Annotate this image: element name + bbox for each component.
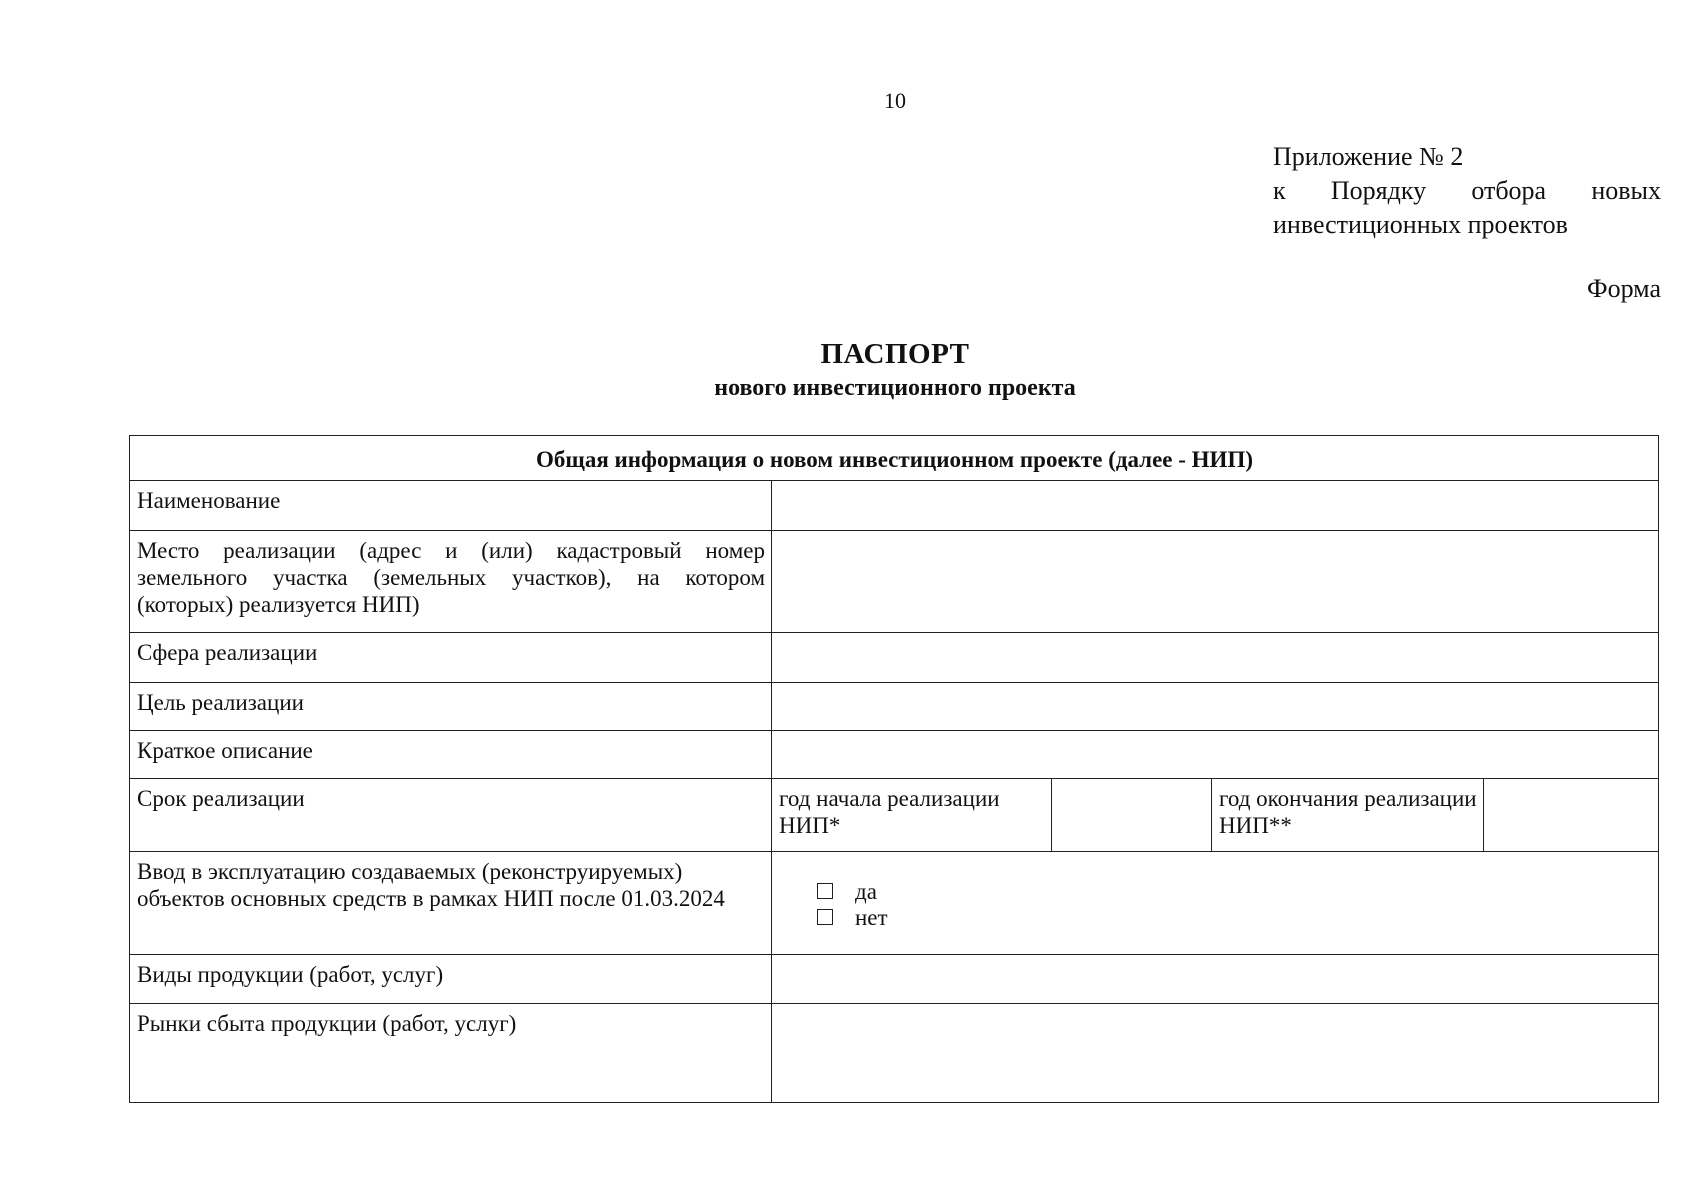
checkbox-no[interactable] — [817, 909, 833, 925]
appendix-word: новых — [1591, 176, 1661, 205]
appendix-line-3: инвестиционных проектов — [1273, 210, 1568, 239]
term-start-label: год начала реализации НИП* — [772, 779, 1052, 852]
row-label-goal: Цель реализации — [130, 683, 772, 731]
table-header-row — [130, 436, 1659, 481]
row-label-sphere: Сфера реализации — [130, 633, 772, 683]
option-yes[interactable] — [817, 878, 1652, 904]
appendix-word: к — [1273, 176, 1286, 205]
row-label-description: Краткое описание — [130, 731, 772, 779]
passport-table — [129, 435, 1659, 1103]
option-no-label: нет — [855, 904, 888, 930]
option-no[interactable] — [817, 904, 1652, 930]
field-sphere-value[interactable] — [772, 633, 1659, 683]
row-label-commissioning: Ввод в эксплуатацию создаваемых (реконструируемых) объектов основных средств в рамках НИП после 01.03.2024 — [130, 852, 772, 955]
field-term-start-value[interactable] — [1052, 779, 1212, 852]
row-label-markets: Рынки сбыта продукции (работ, услуг) — [130, 1004, 772, 1103]
table-row — [130, 531, 1659, 633]
field-goal-value[interactable] — [772, 683, 1659, 731]
option-yes-label: да — [855, 878, 877, 904]
document-title: ПАСПОРТ — [820, 338, 970, 370]
appendix-block — [1273, 140, 1661, 242]
table-row — [130, 481, 1659, 531]
checkbox-yes[interactable] — [817, 883, 833, 899]
table-row — [130, 955, 1659, 1004]
table-row — [130, 633, 1659, 683]
page-number: 10 — [884, 88, 906, 113]
field-description-value[interactable] — [772, 731, 1659, 779]
table-row — [130, 779, 1659, 852]
field-term-end-value[interactable] — [1484, 779, 1659, 852]
row-label-location: Место реализации (адрес и (или) кадастровый номер земельного участка (земельных участков), на котором (которых) реализуется НИП) — [130, 531, 772, 633]
table-row — [130, 731, 1659, 779]
appendix-word: Порядку — [1330, 176, 1427, 205]
table-row — [130, 852, 1659, 955]
form-label: Форма — [1587, 274, 1661, 303]
table-header: Общая информация о новом инвестиционном проекте (далее - НИП) — [130, 436, 1659, 481]
document-subtitle: нового инвестиционного проекта — [714, 375, 1076, 401]
row-label-products: Виды продукции (работ, услуг) — [130, 955, 772, 1004]
field-name-value[interactable] — [772, 481, 1659, 531]
field-commissioning-options — [772, 852, 1659, 955]
field-location-value[interactable] — [772, 531, 1659, 633]
table-row — [130, 683, 1659, 731]
field-products-value[interactable] — [772, 955, 1659, 1004]
checkbox-group — [779, 858, 1652, 930]
appendix-line-2 — [1273, 174, 1661, 208]
table-row — [130, 1004, 1659, 1103]
row-label-term: Срок реализации — [130, 779, 772, 852]
row-label-name: Наименование — [130, 481, 772, 531]
appendix-word: отбора — [1471, 176, 1547, 205]
term-end-label: год окончания реализации НИП** — [1212, 779, 1484, 852]
field-markets-value[interactable] — [772, 1004, 1659, 1103]
appendix-line-1: Приложение № 2 — [1273, 142, 1464, 171]
